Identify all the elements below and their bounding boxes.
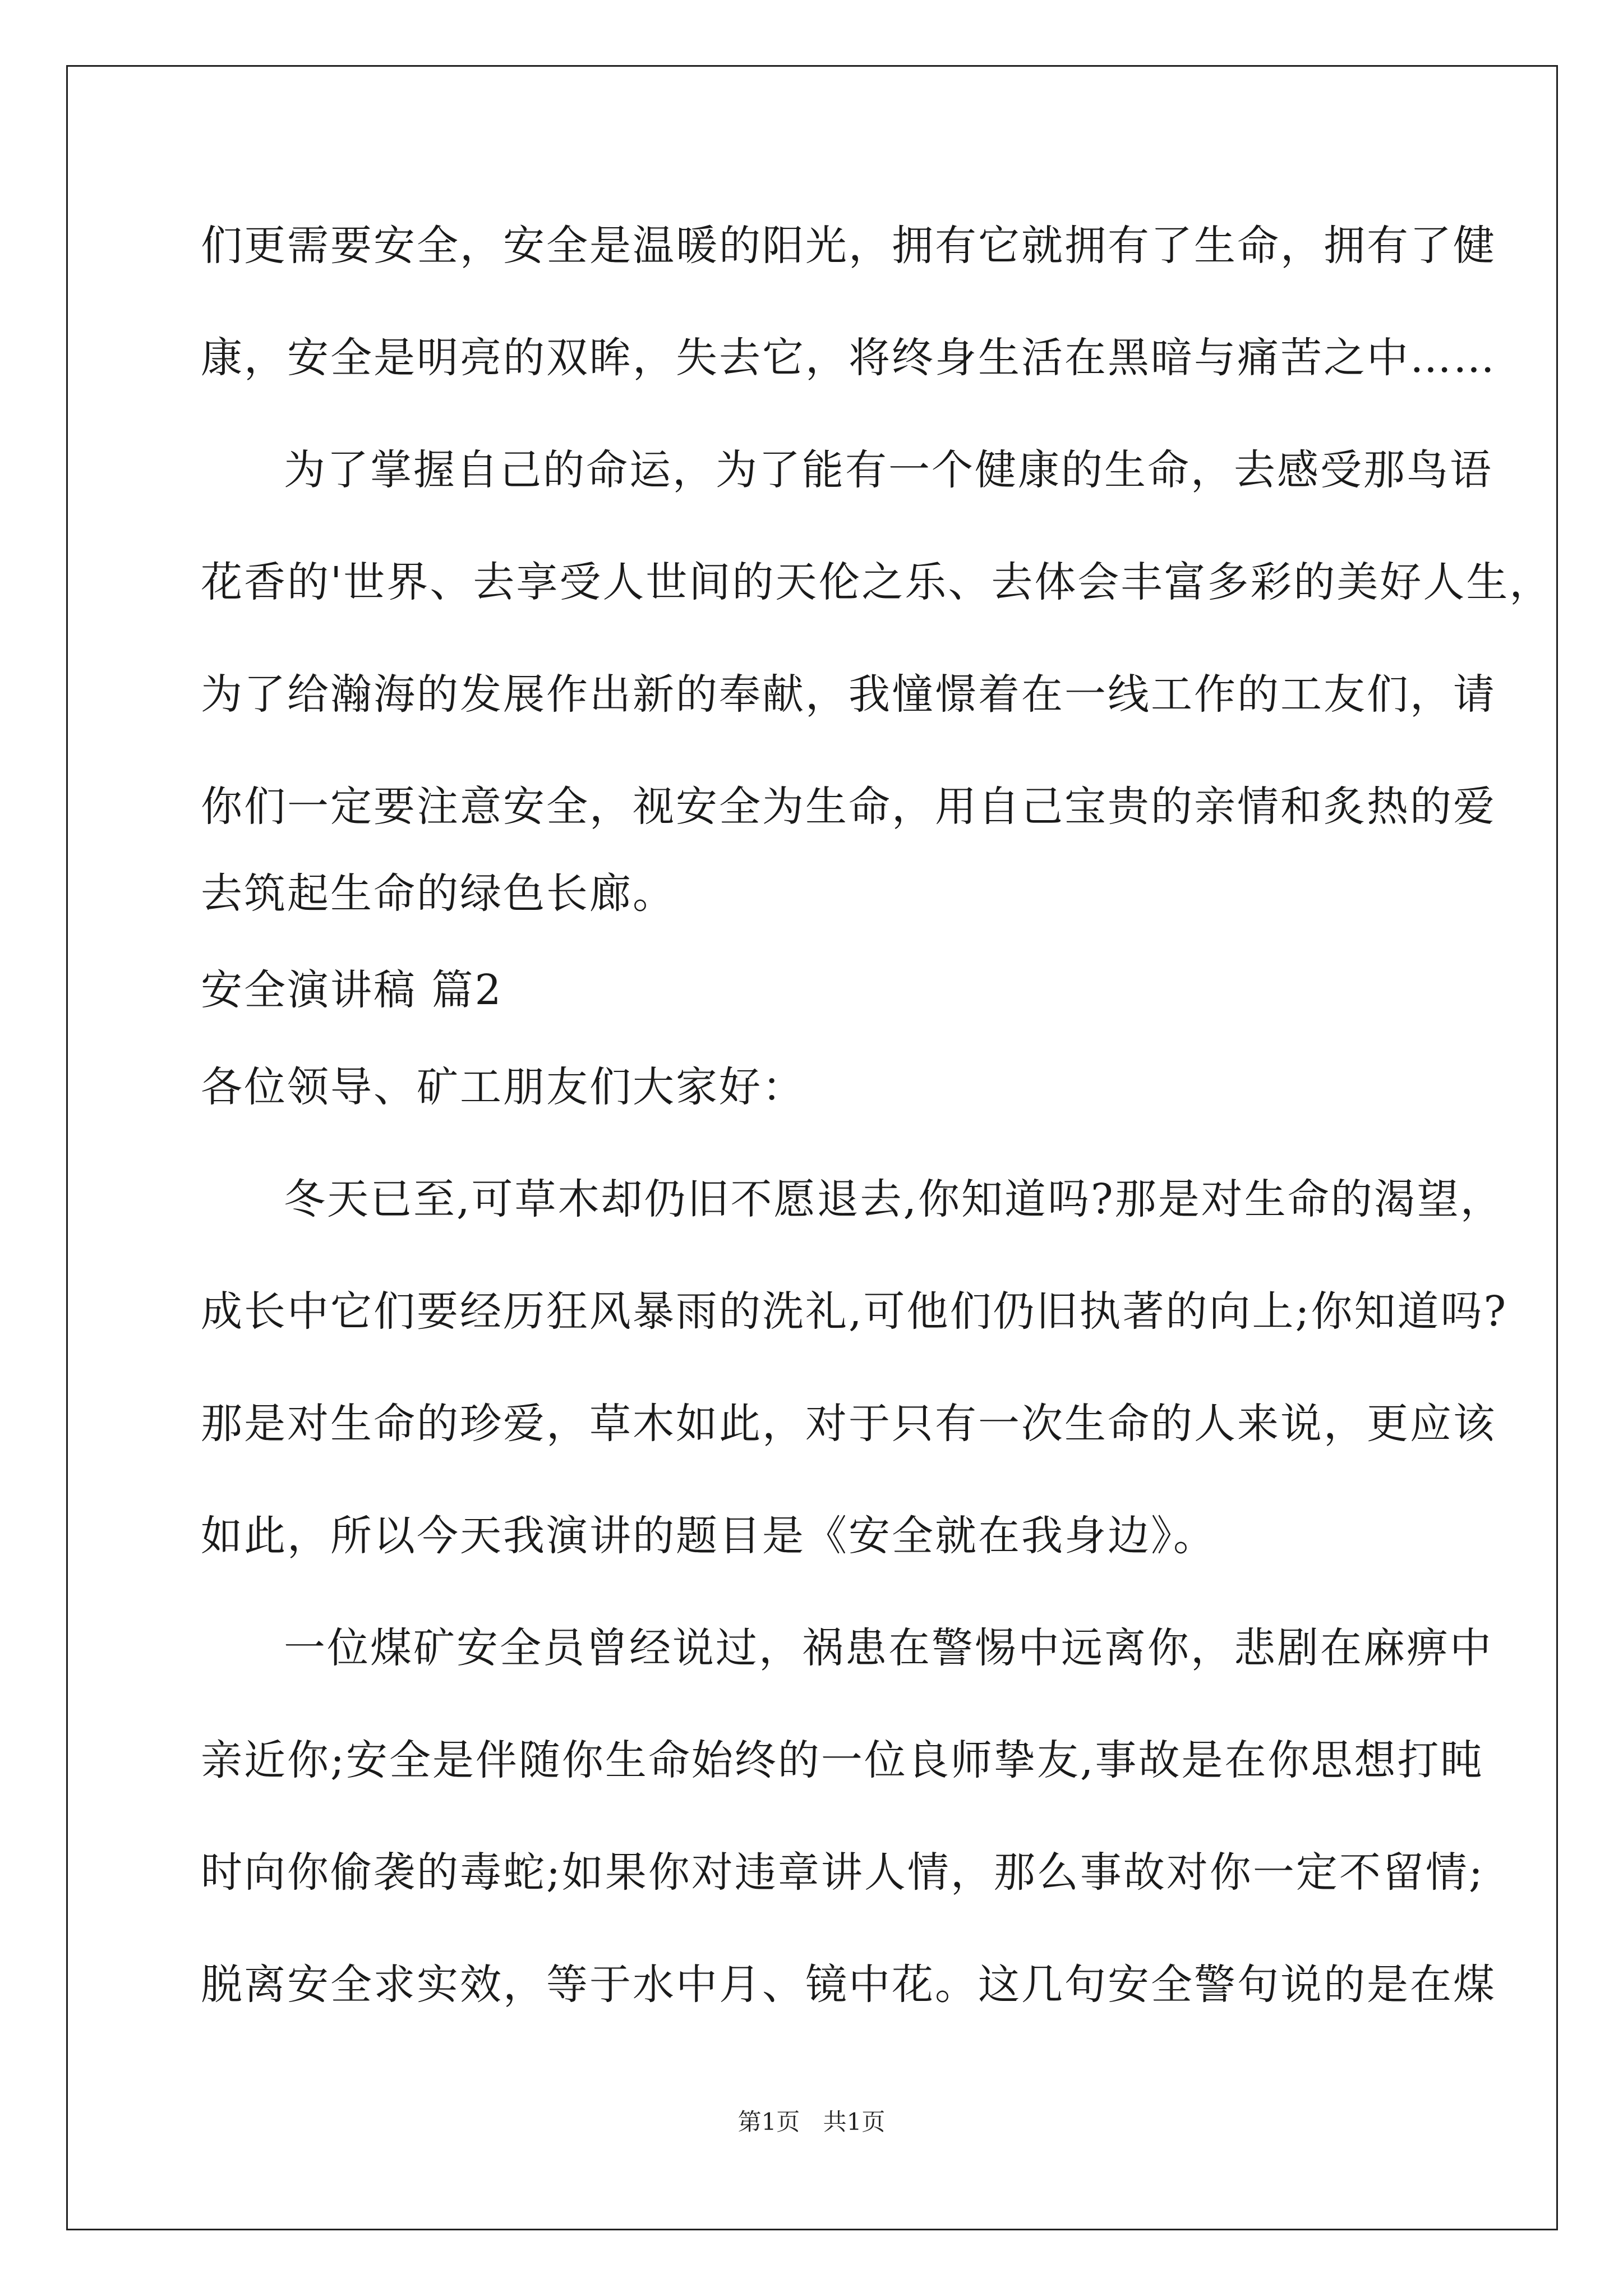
text-line: 们更需要安全，安全是温暖的阳光，拥有它就拥有了生命，拥有了健: [201, 222, 1496, 270]
text-line: 你们一定要注意安全，视安全为生命，用自己宝贵的亲情和炙热的爱: [201, 783, 1496, 831]
text-line: 脱离安全求实效，等于水中月、镜中花。这几句安全警句说的是在煤: [201, 1961, 1496, 2009]
text-line: 为了给瀚海的发展作出新的奉献，我憧憬着在一线工作的工友们，请: [201, 670, 1496, 719]
text-line: 康，安全是明亮的双眸，失去它，将终身生活在黑暗与痛苦之中……: [201, 334, 1496, 382]
page-border: [66, 65, 1558, 2230]
text-line: 成长中它们要经历狂风暴雨的洗礼,可他们仍旧执著的向上;你知道吗?: [201, 1287, 1508, 1336]
text-line: 花香的'世界、去享受人世间的天伦之乐、去体会丰富多彩的美好人生，: [201, 558, 1553, 606]
paragraph-start-line: 一位煤矿安全员曾经说过，祸患在警惕中远离你，悲剧在麻痹中: [284, 1624, 1493, 1672]
page-footer: [0, 2106, 1623, 2138]
text-line: 时向你偷袭的毒蛇;如果你对违章讲人情，那么事故对你一定不留情;: [201, 1848, 1484, 1897]
text-line: 亲近你;安全是伴随你生命始终的一位良师挚友,事故是在你思想打盹: [201, 1736, 1484, 1784]
text-line: 如此，所以今天我演讲的题目是《安全就在我身边》。: [201, 1512, 1216, 1560]
page-total: 共1页: [823, 2108, 886, 2136]
text-line: 去筑起生命的绿色长廊。: [201, 869, 676, 918]
text-line: 那是对生命的珍爱，草木如此，对于只有一次生命的人来说，更应该: [201, 1400, 1496, 1448]
paragraph-start-line: 为了掌握自己的命运，为了能有一个健康的生命，去感受那鸟语: [284, 446, 1493, 494]
section-heading: 安全演讲稿 篇2: [201, 966, 503, 1014]
paragraph-start-line: 冬天已至,可草木却仍旧不愿退去,你知道吗?那是对生命的渴望，: [284, 1175, 1504, 1223]
page-number: 第1页: [737, 2108, 800, 2136]
salutation-line: 各位领导、矿工朋友们大家好：: [201, 1063, 805, 1111]
